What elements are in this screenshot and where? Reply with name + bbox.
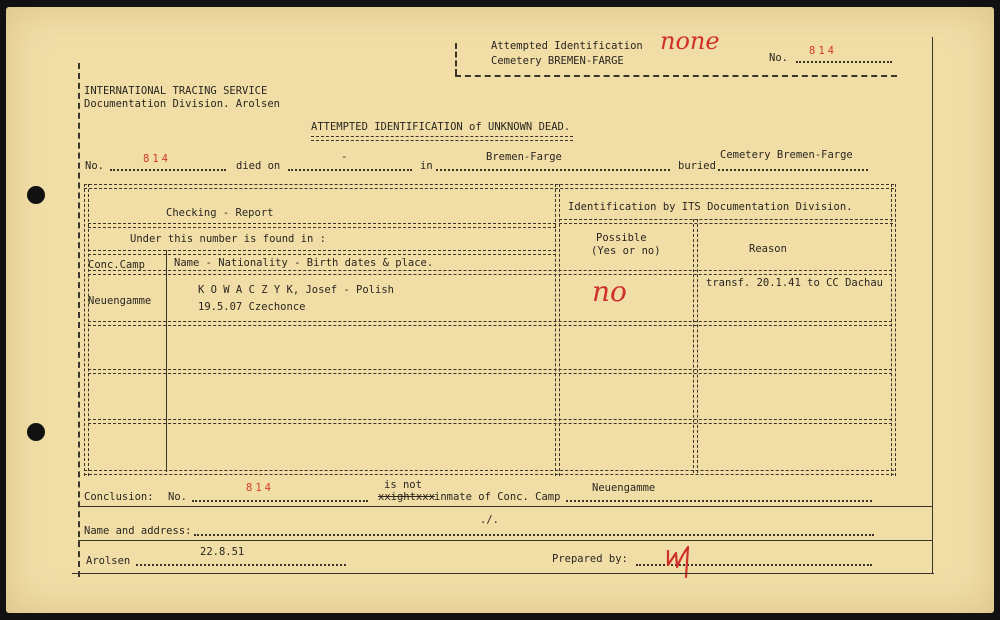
header-box-bottom xyxy=(455,75,897,77)
table-right-line xyxy=(891,184,896,476)
record-buried-value: Cemetery Bremen-Farge xyxy=(720,149,853,161)
col-header-possible: Possible xyxy=(596,232,647,244)
row1-reason: transf. 20.1.41 to CC Dachau xyxy=(706,277,884,289)
row1-possible: no xyxy=(592,275,627,308)
col-header-name: Name - Nationality - Birth dates & place. xyxy=(174,257,434,269)
checking-report-header: Checking - Report xyxy=(166,207,274,219)
row1-camp: Neuengamme xyxy=(88,295,152,307)
footer-date: 22.8.51 xyxy=(200,546,245,558)
record-buried-label: buried xyxy=(678,160,716,172)
col-header-possible-sub: (Yes or no) xyxy=(591,245,661,257)
row1-birth: 19.5.07 Czechonce xyxy=(198,301,306,313)
record-in-value: Bremen-Farge xyxy=(486,151,562,163)
prepared-by-signature xyxy=(662,537,696,581)
row1-name: K O W A C Z Y K, Josef - Polish xyxy=(198,284,394,296)
conclusion-is-not: is not xyxy=(384,479,422,491)
prepared-by-label: Prepared by: xyxy=(552,553,628,565)
record-in-dots xyxy=(436,169,670,171)
record-no-label: No. xyxy=(85,160,104,172)
header-row-line-left xyxy=(88,223,556,228)
row-line-3 xyxy=(88,419,892,424)
name-address-rule xyxy=(78,540,932,541)
header-no-label: No. xyxy=(769,52,788,64)
header-no-dots xyxy=(796,61,892,63)
table-top-line xyxy=(84,184,894,189)
footer-date-dots xyxy=(136,564,346,566)
header-cemetery: Cemetery BREMEN-FARGE xyxy=(491,55,624,67)
conclusion-no-value: 814 xyxy=(246,482,274,494)
punch-hole-bottom xyxy=(27,423,45,441)
possible-col-divider xyxy=(693,219,698,473)
title-underline xyxy=(311,136,573,141)
under-number-line xyxy=(88,250,556,255)
punch-hole-top xyxy=(27,186,45,204)
tracing-card xyxy=(6,7,994,613)
record-died-label: died on xyxy=(236,160,281,172)
footer-rule xyxy=(72,573,934,574)
conclusion-no-label: No. xyxy=(168,491,187,503)
record-no-dots xyxy=(110,169,226,171)
record-buried-dots xyxy=(718,169,868,171)
header-attempted-identification: Attempted Identification xyxy=(491,40,643,52)
page-title: ATTEMPTED IDENTIFICATION of UNKNOWN DEAD. xyxy=(311,121,571,133)
table-bottom-line xyxy=(84,470,894,475)
record-died-dots xyxy=(288,169,412,171)
record-died-value: - xyxy=(341,151,348,163)
column-header-bottom-line xyxy=(88,270,892,275)
row-line-2 xyxy=(88,369,892,374)
header-box-left xyxy=(455,43,457,75)
conclusion-no-dots xyxy=(192,500,368,502)
org-division: Documentation Division. Arolsen xyxy=(84,98,280,110)
col-header-camp: Conc.Camp xyxy=(88,259,145,271)
name-address-value: ./. xyxy=(480,514,499,526)
conclusion-camp-value: Neuengamme xyxy=(592,482,656,494)
header-no-value: 814 xyxy=(809,45,837,57)
camp-col-divider xyxy=(166,250,167,472)
record-no-value: 814 xyxy=(143,153,171,165)
conclusion-rule xyxy=(78,506,932,507)
row-line-1 xyxy=(88,321,892,326)
under-number-text: Under this number is found in : xyxy=(130,233,326,245)
conclusion-label: Conclusion: xyxy=(84,491,154,503)
left-border xyxy=(78,63,80,577)
col-header-reason: Reason xyxy=(749,243,787,255)
conclusion-struck: xxightxxx xyxy=(378,491,435,503)
header-row-line-right xyxy=(559,219,893,224)
footer-place: Arolsen xyxy=(86,555,131,567)
org-name: INTERNATIONAL TRACING SERVICE xyxy=(84,85,268,97)
conclusion-inmate-text: inmate of Conc. Camp xyxy=(434,491,561,503)
record-in-label: in xyxy=(420,160,433,172)
header-handwritten-none: none xyxy=(660,27,720,55)
conclusion-camp-dots xyxy=(566,500,872,502)
name-address-label: Name and address: xyxy=(84,525,192,537)
right-border xyxy=(932,37,933,573)
name-address-dots xyxy=(194,534,874,536)
identification-header: Identification by ITS Documentation Division. xyxy=(568,201,853,213)
